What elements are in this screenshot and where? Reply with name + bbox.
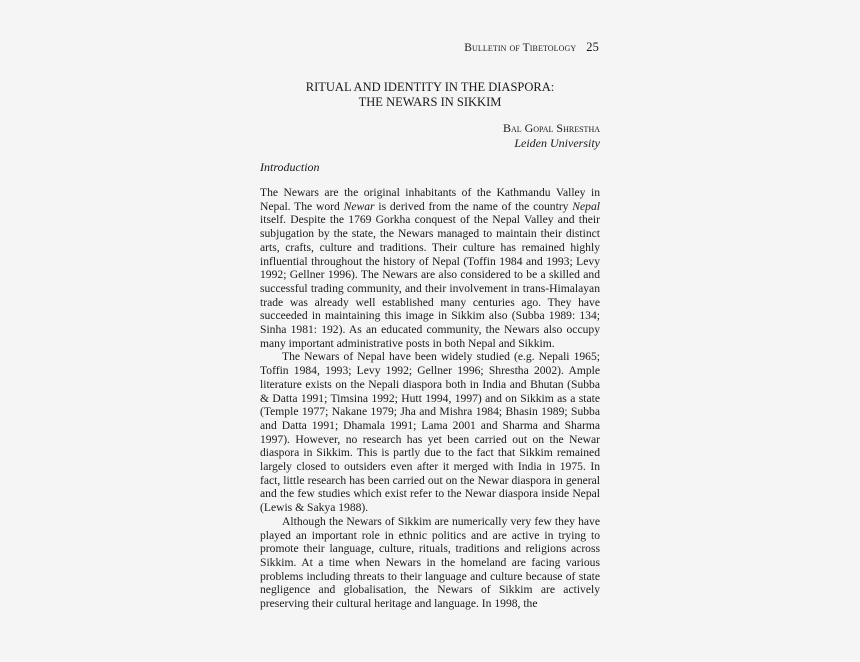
author-affiliation: Leiden University bbox=[514, 136, 600, 150]
section-heading: Introduction bbox=[260, 160, 320, 174]
paragraph-2: The Newars of Nepal have been widely studied (e.g. Nepali 1965; Toffin 1984, 1993; Levy 1992; Gellner 1996; Shrestha 2002). Ample literature exists on the Nepali diaspora both in India and Bhutan (Subba & Datta 1991; Timsina 1992; Hutt 1994, 1997) and on Sikkim as a state (Temple 1977; Nakane 1979; Jha and Mishra 1984; Bhasin 1989; Subba and Datta 1991; Dhamala 1991; Lama 2001 and Sharma and Sharma 1997). However, no research has yet been carried out on the Newar diaspora in Sikkim. This is partly due to the fact that Sikkim remained largely closed to outsiders even after it merged with India in 1975. In fact, little research has been carried out on the Newar diaspora in general and the few studies which exist refer to the Newar diaspora inside Nepal (Lewis & Sakya 1988). bbox=[260, 350, 600, 515]
author-name: Bal Gopal Shrestha bbox=[502, 121, 600, 135]
paragraph-3: Although the Newars of Sikkim are numerically very few they have played an important role in ethnic politics and are active in trying to promote their language, culture, rituals, traditions and religions across Sikkim. At a time when Newars in the homeland are facing various problems including threats to their language and culture because of state negligence and globalisation, the Newars of Sikkim are actively preserving their cultural heritage and language. In 1998, the bbox=[260, 514, 600, 611]
article-title bbox=[260, 80, 600, 110]
page-number: 25 bbox=[586, 40, 599, 54]
title-line-1: RITUAL AND IDENTITY IN THE DIASPORA: bbox=[305, 80, 555, 94]
body-text bbox=[260, 186, 600, 611]
running-header bbox=[464, 40, 599, 55]
author-block bbox=[503, 121, 600, 151]
paragraph-1: The Newars are the original inhabitants of the Kathmandu Valley in Nepal. The word Newar is derived from the name of the country Nepal itself. Despite the 1769 Gorkha conquest of the Nepal Valley and their subjugation by the state, the Newars managed to maintain their distinct arts, crafts, culture and traditions. Their culture has remained highly influential throughout the history of Nepal (Toffin 1984 and 1993; Levy 1992; Gellner 1996). The Newars are also considered to be a skilled and successful trading community, and their involvement in trans-Himalayan trade was already well established many centuries ago. They have succeeded in maintaining this image in Sikkim also (Subba 1989: 134; Sinha 1981: 192). As an educated community, the Newars also occupy many important administrative posts in both Nepal and Sikkim. bbox=[260, 186, 600, 350]
title-line-2: THE NEWARS IN SIKKIM bbox=[358, 95, 502, 109]
journal-name: Bulletin of Tibetology bbox=[464, 42, 577, 54]
